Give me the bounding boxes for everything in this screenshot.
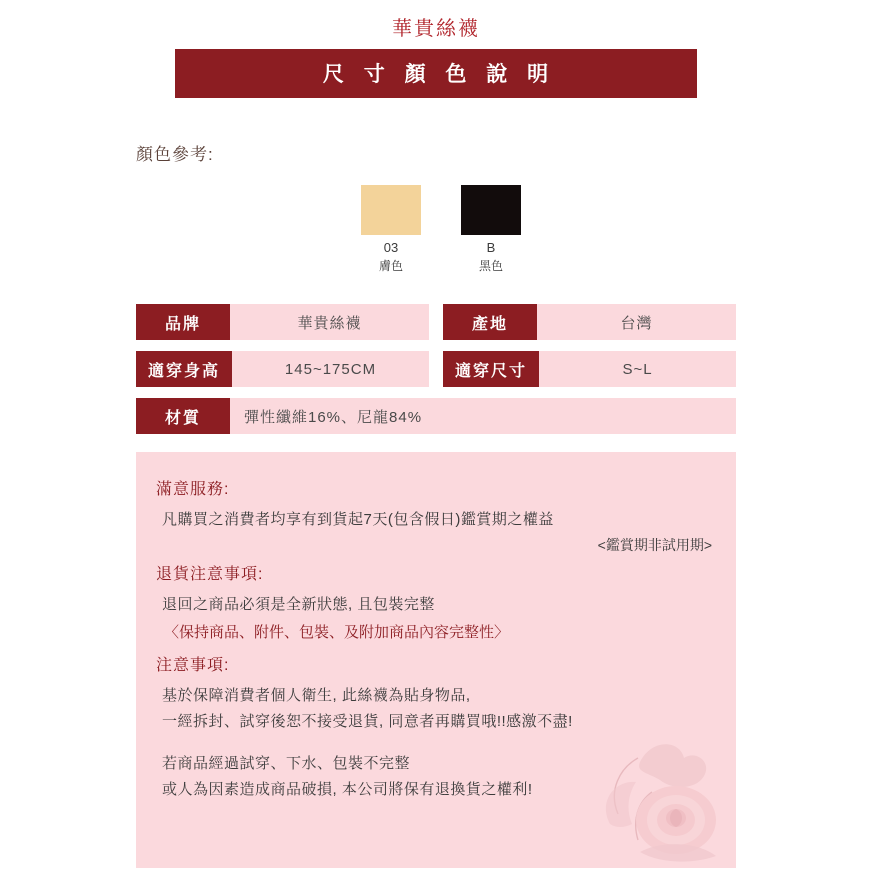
color-swatch-chip [461,185,521,235]
spec-key-size: 適穿尺寸 [443,351,539,387]
notes-panel [136,452,736,868]
spec-key-material: 材質 [136,398,230,434]
spec-value-material: 彈性纖維16%、尼龍84% [244,408,423,426]
banner-title: 尺 寸 顏 色 說 明 [175,49,697,98]
service-heading: 滿意服務: [156,481,230,498]
spec-key-brand: 品牌 [136,304,230,340]
spec-height [136,351,429,387]
list-item [361,185,421,274]
spec-key-height: 適穿身高 [136,351,232,387]
attention-heading: 注意事項: [156,656,230,674]
color-swatch-name: 膚色 [378,259,403,273]
service-note-right: <鑑賞期非試用期> [597,537,712,554]
table-row [136,304,736,340]
color-swatch-chip [361,185,421,235]
color-swatch-name: 黑色 [478,259,503,273]
attention-line-3: 若商品經過試穿、下水、包裝不完整 [162,755,411,772]
spec-table [136,304,736,434]
list-item [461,185,521,274]
banner-container [0,49,872,98]
color-swatch-list [0,185,872,274]
spec-value-brand: 華貴絲襪 [297,314,362,332]
service-line: 凡購買之消費者均享有到貨起7天(包含假日)鑑賞期之權益 [162,511,554,528]
table-row [136,351,736,387]
attention-line-2: 一經拆封、試穿後恕不接受退貨, 同意者再購買哦!!感激不盡! [162,712,573,730]
color-swatch-code: 03 [383,240,399,255]
return-heading: 退貨注意事項: [156,566,264,584]
return-line: 退回之商品必須是全新狀態, 且包裝完整 [162,596,435,614]
page-title: 華貴絲襪 [392,18,480,40]
table-row [136,398,736,434]
spec-value-origin: 台灣 [620,314,653,332]
attention-line-4: 或人為因素造成商品破損, 本公司將保有退換貨之權利! [162,781,533,799]
return-sub: 〈保持商品、附件、包裝、及附加商品內容完整性〉 [164,623,510,641]
spacer [156,735,716,751]
spec-key-origin: 產地 [443,304,537,340]
spec-size [443,351,736,387]
spec-origin [443,304,736,340]
color-reference-label: 顏色參考: [136,145,214,164]
spec-brand [136,304,429,340]
spec-value-height: 145~175CM [284,360,377,378]
attention-line-1: 基於保障消費者個人衛生, 此絲襪為貼身物品, [162,686,471,704]
spec-material [136,398,736,434]
color-swatch-code: B [486,240,496,255]
spec-value-size: S~L [622,360,653,378]
